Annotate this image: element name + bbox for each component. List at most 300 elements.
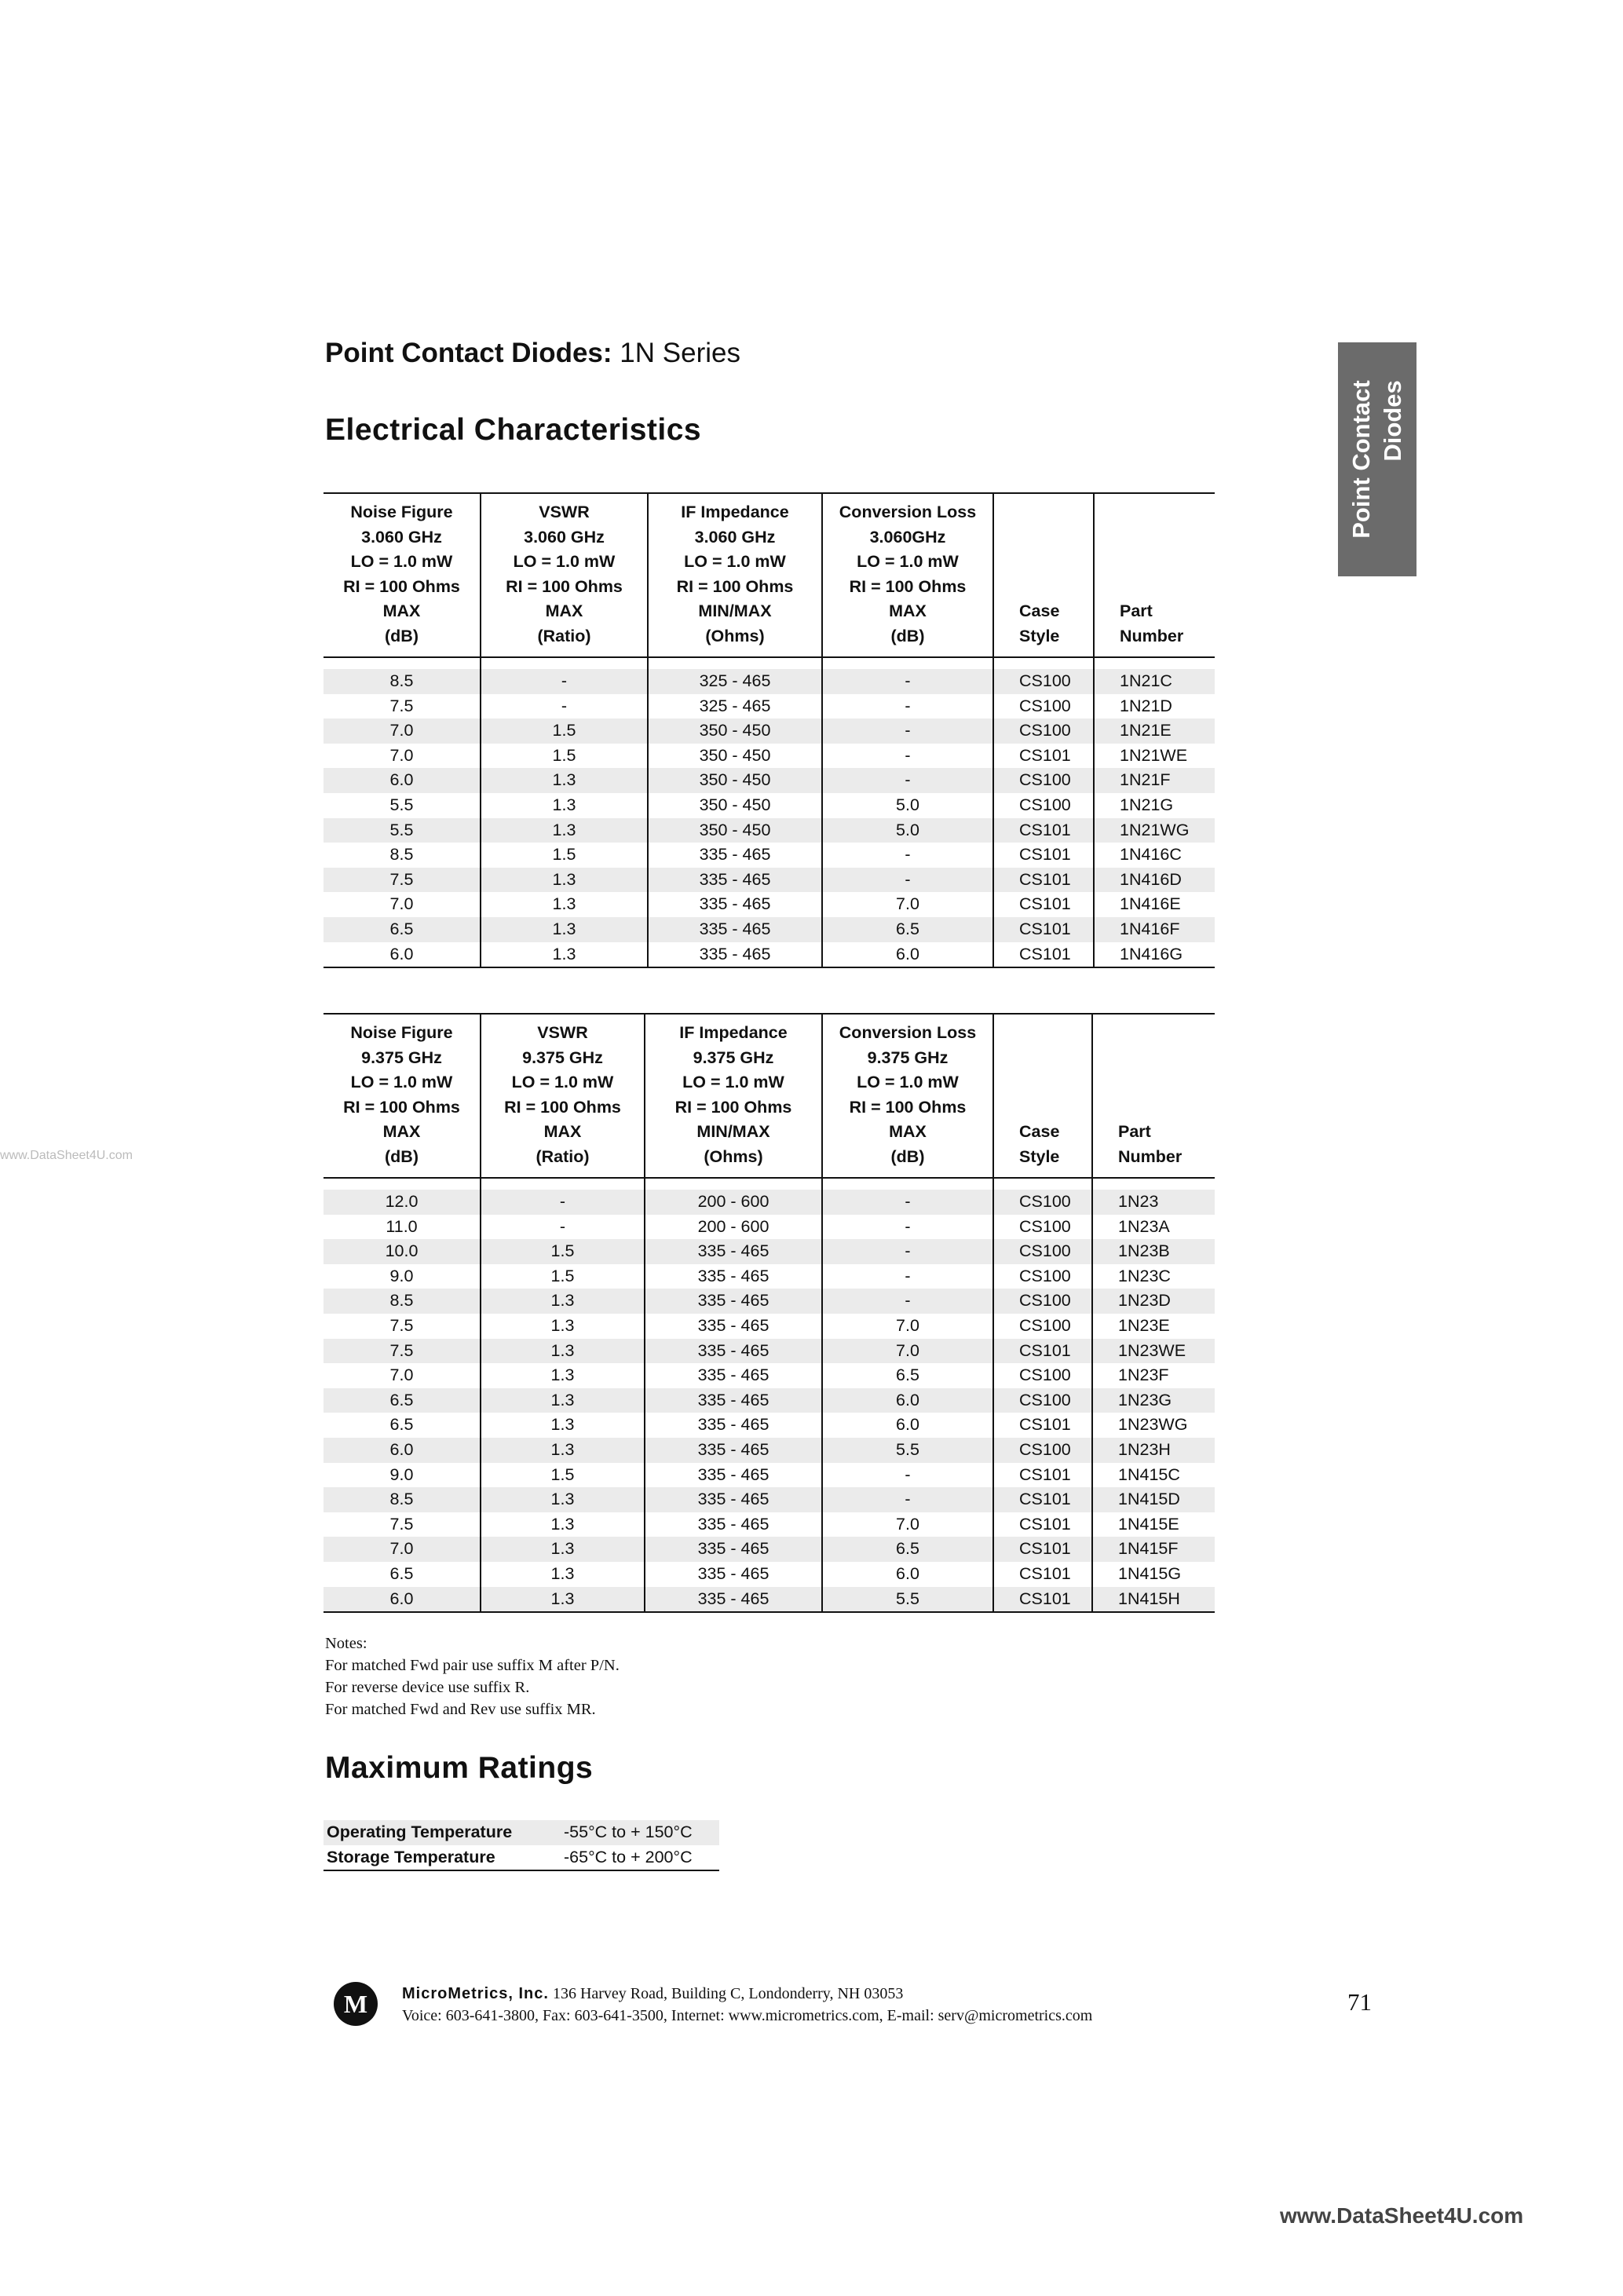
part-number-cell: 1N21G (1094, 793, 1215, 818)
part-number-cell: 1N416G (1094, 942, 1215, 968)
vswr-cell: 1.3 (481, 1487, 645, 1512)
header-line: (Ohms) (704, 1146, 763, 1166)
spacer-cell (993, 657, 1094, 669)
case-style-cell: CS101 (993, 942, 1094, 968)
noise-figure-cell: 7.5 (324, 1339, 481, 1364)
noise-figure-cell: 7.0 (324, 718, 481, 744)
note-matched-fwd: For matched Fwd pair use suffix M after P/N. (325, 1657, 620, 1674)
table-row (324, 1289, 1215, 1314)
footer-address-line (402, 1985, 903, 2003)
noise-figure-cell: 6.5 (324, 1388, 481, 1413)
conversion-loss-cell: - (822, 1463, 993, 1488)
conversion-loss-cell: 6.5 (822, 917, 993, 942)
header-line: 3.060 GHz (361, 527, 442, 547)
header-line: RI = 100 Ohms (674, 1097, 792, 1117)
page-title (325, 338, 740, 369)
header-line: Part (1118, 1122, 1151, 1141)
header-line: LO = 1.0 mW (350, 1073, 453, 1091)
notes (325, 1632, 620, 1720)
if-impedance-cell: 335 - 465 (648, 917, 822, 942)
column-header-conversion-loss (822, 1014, 993, 1178)
part-number-cell: 1N23WE (1092, 1339, 1215, 1364)
conversion-loss-cell: - (822, 1190, 993, 1215)
table-row (324, 1190, 1215, 1215)
section-side-tab (1338, 342, 1416, 576)
header-line: 9.375 GHz (693, 1047, 774, 1067)
spacer-cell (1092, 1178, 1215, 1190)
vswr-cell: 1.3 (481, 1512, 645, 1537)
table-row (324, 718, 1215, 744)
table-body (324, 657, 1215, 967)
if-impedance-cell: 325 - 465 (648, 669, 822, 694)
noise-figure-cell: 5.5 (324, 818, 481, 843)
conversion-loss-cell: 5.5 (822, 1587, 993, 1613)
conversion-loss-cell: 7.0 (822, 892, 993, 917)
noise-figure-cell: 9.0 (324, 1463, 481, 1488)
header-line: (Ratio) (536, 1146, 590, 1166)
case-style-cell: CS100 (993, 1190, 1092, 1215)
header-line: (Ohms) (705, 626, 765, 645)
if-impedance-cell: 335 - 465 (645, 1388, 822, 1413)
if-impedance-cell: 325 - 465 (648, 694, 822, 719)
note-matched-fwd-rev: For matched Fwd and Rev use suffix MR. (325, 1701, 596, 1718)
table-header (324, 493, 1215, 657)
noise-figure-cell: 6.5 (324, 917, 481, 942)
conversion-loss-cell: 6.0 (822, 1562, 993, 1587)
if-impedance-cell: 335 - 465 (645, 1463, 822, 1488)
header-line: RI = 100 Ohms (676, 576, 794, 596)
spacer-cell (822, 657, 993, 669)
if-impedance-cell: 335 - 465 (648, 868, 822, 893)
header-line: Style (1019, 626, 1060, 645)
noise-figure-cell: 7.0 (324, 892, 481, 917)
table-row (324, 1587, 1215, 1613)
table-row (324, 942, 1215, 968)
conversion-loss-cell: 5.0 (822, 818, 993, 843)
if-impedance-cell: 335 - 465 (645, 1314, 822, 1339)
column-header-if-impedance (648, 493, 822, 657)
vswr-cell: 1.3 (481, 1314, 645, 1339)
case-style-cell: CS101 (993, 868, 1094, 893)
header-line: Conversion Loss (839, 503, 977, 521)
electrical-characteristics-heading: Electrical Characteristics (325, 413, 702, 447)
noise-figure-cell: 8.5 (324, 843, 481, 868)
noise-figure-cell: 8.5 (324, 1487, 481, 1512)
notes-label: Notes: (325, 1635, 367, 1652)
rating-label: Operating Temperature (327, 1823, 513, 1841)
part-number-cell: 1N416F (1094, 917, 1215, 942)
if-impedance-cell: 335 - 465 (645, 1587, 822, 1613)
part-number-cell: 1N21E (1094, 718, 1215, 744)
vswr-cell: - (481, 1215, 645, 1240)
table-row (324, 1438, 1215, 1463)
table-row (324, 1463, 1215, 1488)
case-style-cell: CS100 (993, 694, 1094, 719)
table-row (324, 1314, 1215, 1339)
part-number-cell: 1N415D (1092, 1487, 1215, 1512)
header-line: RI = 100 Ohms (504, 1097, 621, 1117)
part-number-cell: 1N23A (1092, 1215, 1215, 1240)
if-impedance-cell: 335 - 465 (648, 892, 822, 917)
case-style-cell: CS101 (993, 818, 1094, 843)
conversion-loss-cell: 7.0 (822, 1314, 993, 1339)
electrical-table-3060ghz (324, 492, 1215, 968)
if-impedance-cell: 335 - 465 (648, 942, 822, 968)
watermark-left: www.DataSheet4U.com (0, 1149, 133, 1162)
part-number-cell: 1N21C (1094, 669, 1215, 694)
if-impedance-cell: 335 - 465 (648, 843, 822, 868)
if-impedance-cell: 335 - 465 (645, 1413, 822, 1438)
table-row (324, 793, 1215, 818)
header-line: LO = 1.0 mW (511, 1073, 614, 1091)
footer-contact: Voice: 603-641-3800, Fax: 603-641-3500, Internet: www.micrometrics.com, E-mail: serv@micrometrics.com (402, 2007, 1093, 2024)
if-impedance-cell: 335 - 465 (645, 1289, 822, 1314)
conversion-loss-cell: 6.5 (822, 1363, 993, 1388)
vswr-cell: 1.5 (481, 1264, 645, 1289)
conversion-loss-cell: 6.5 (822, 1537, 993, 1562)
part-number-cell: 1N415E (1092, 1512, 1215, 1537)
table-row (324, 1339, 1215, 1364)
part-number-cell: 1N23H (1092, 1438, 1215, 1463)
if-impedance-cell: 335 - 465 (645, 1264, 822, 1289)
table-row (324, 917, 1215, 942)
case-style-cell: CS100 (993, 768, 1094, 793)
table-row (324, 1264, 1215, 1289)
header-line: LO = 1.0 mW (857, 1073, 959, 1091)
case-style-cell: CS100 (993, 1314, 1092, 1339)
spacer-cell (324, 657, 481, 669)
part-number-cell: 1N21F (1094, 768, 1215, 793)
header-line: (dB) (890, 626, 925, 645)
header-line: MAX (889, 1122, 927, 1141)
micrometrics-logo (333, 1981, 378, 2027)
header-line: (dB) (385, 626, 419, 645)
table-row (324, 1363, 1215, 1388)
vswr-cell: 1.5 (481, 744, 648, 769)
header-line: (Ratio) (537, 626, 591, 645)
rating-value: -65°C to + 200°C (564, 1847, 693, 1866)
table-row (324, 744, 1215, 769)
conversion-loss-cell: - (822, 744, 993, 769)
if-impedance-cell: 335 - 465 (645, 1239, 822, 1264)
header-line: 9.375 GHz (522, 1047, 603, 1067)
case-style-cell: CS100 (993, 718, 1094, 744)
noise-figure-cell: 7.5 (324, 1314, 481, 1339)
header-line: IF Impedance (679, 1023, 788, 1042)
part-number-cell: 1N23F (1092, 1363, 1215, 1388)
rating-label: Storage Temperature (327, 1847, 495, 1866)
table-row (324, 1562, 1215, 1587)
spacer-cell (481, 1178, 645, 1190)
conversion-loss-cell: 6.0 (822, 942, 993, 968)
column-header-case-style (993, 493, 1094, 657)
conversion-loss-cell: 6.0 (822, 1413, 993, 1438)
part-number-cell: 1N23 (1092, 1190, 1215, 1215)
part-number-cell: 1N23C (1092, 1264, 1215, 1289)
if-impedance-cell: 335 - 465 (645, 1363, 822, 1388)
header-row (324, 493, 1215, 657)
footer-company: MicroMetrics, Inc. (402, 1985, 549, 2002)
case-style-cell: CS101 (993, 1413, 1092, 1438)
if-impedance-cell: 200 - 600 (645, 1215, 822, 1240)
table-row (324, 694, 1215, 719)
vswr-cell: 1.3 (481, 942, 648, 968)
noise-figure-cell: 5.5 (324, 793, 481, 818)
column-header-vswr (481, 1014, 645, 1178)
header-line: Conversion Loss (839, 1023, 977, 1042)
noise-figure-cell: 6.0 (324, 768, 481, 793)
noise-figure-cell: 6.5 (324, 1413, 481, 1438)
if-impedance-cell: 350 - 450 (648, 793, 822, 818)
header-line: VSWR (537, 1023, 588, 1042)
vswr-cell: 1.3 (481, 818, 648, 843)
header-line: (dB) (385, 1146, 419, 1166)
column-header-vswr (481, 493, 648, 657)
rating-value: -55°C to + 150°C (564, 1823, 693, 1841)
part-number-cell: 1N415G (1092, 1562, 1215, 1587)
logo-letter: M (343, 1990, 368, 2018)
header-line: MAX (382, 601, 421, 620)
case-style-cell: CS100 (993, 1215, 1092, 1240)
vswr-cell: 1.3 (481, 1388, 645, 1413)
vswr-cell: 1.5 (481, 843, 648, 868)
part-number-cell: 1N416C (1094, 843, 1215, 868)
noise-figure-cell: 6.0 (324, 1587, 481, 1613)
spacer-row (324, 1178, 1215, 1190)
part-number-cell: 1N415H (1092, 1587, 1215, 1613)
header-line: RI = 100 Ohms (849, 1097, 967, 1117)
header-line: MAX (889, 601, 927, 620)
noise-figure-cell: 7.0 (324, 1363, 481, 1388)
case-style-cell: CS100 (993, 1438, 1092, 1463)
noise-figure-cell: 12.0 (324, 1190, 481, 1215)
case-style-cell: CS101 (993, 843, 1094, 868)
if-impedance-cell: 335 - 465 (645, 1438, 822, 1463)
header-line: LO = 1.0 mW (684, 552, 786, 571)
side-tab-line2: Diodes (1379, 380, 1406, 462)
part-number-cell: 1N23G (1092, 1388, 1215, 1413)
spacer-cell (645, 1178, 822, 1190)
watermark-bottom-right: www.DataSheet4U.com (1280, 2203, 1524, 2228)
case-style-cell: CS100 (993, 793, 1094, 818)
vswr-cell: 1.3 (481, 1438, 645, 1463)
if-impedance-cell: 335 - 465 (645, 1537, 822, 1562)
column-header-conversion-loss (822, 493, 993, 657)
conversion-loss-cell: - (822, 694, 993, 719)
case-style-cell: CS101 (993, 744, 1094, 769)
spacer-cell (822, 1178, 993, 1190)
electrical-table-9375ghz (324, 1013, 1215, 1613)
part-number-cell: 1N416D (1094, 868, 1215, 893)
header-line: Number (1118, 1146, 1183, 1166)
header-line: Case (1019, 1122, 1060, 1141)
vswr-cell: 1.3 (481, 868, 648, 893)
column-header-if-impedance (645, 1014, 822, 1178)
header-line: VSWR (539, 503, 590, 521)
case-style-cell: CS100 (993, 1239, 1092, 1264)
table-row (324, 1239, 1215, 1264)
header-line: Noise Figure (350, 503, 453, 521)
conversion-loss-cell: - (822, 868, 993, 893)
rating-row (324, 1845, 719, 1870)
spacer-cell (1094, 657, 1215, 669)
spacer-cell (648, 657, 822, 669)
table-row (324, 843, 1215, 868)
if-impedance-cell: 350 - 450 (648, 744, 822, 769)
case-style-cell: CS101 (993, 1562, 1092, 1587)
noise-figure-cell: 7.0 (324, 744, 481, 769)
noise-figure-cell: 7.5 (324, 694, 481, 719)
conversion-loss-cell: - (822, 1239, 993, 1264)
table-row (324, 1215, 1215, 1240)
spacer-cell (481, 657, 648, 669)
header-line: MAX (545, 601, 583, 620)
header-line: 3.060 GHz (524, 527, 605, 547)
side-tab-line1: Point Contact (1347, 380, 1375, 539)
conversion-loss-cell: - (822, 1487, 993, 1512)
noise-figure-cell: 6.5 (324, 1562, 481, 1587)
vswr-cell: 1.3 (481, 793, 648, 818)
spacer-cell (324, 1178, 481, 1190)
maximum-ratings-table (324, 1820, 719, 1871)
vswr-cell: 1.3 (481, 1587, 645, 1613)
part-number-cell: 1N415C (1092, 1463, 1215, 1488)
conversion-loss-cell: 7.0 (822, 1339, 993, 1364)
if-impedance-cell: 350 - 450 (648, 768, 822, 793)
noise-figure-cell: 7.0 (324, 1537, 481, 1562)
vswr-cell: - (481, 694, 648, 719)
header-line: MIN/MAX (696, 1122, 770, 1141)
if-impedance-cell: 350 - 450 (648, 718, 822, 744)
case-style-cell: CS101 (993, 1587, 1092, 1613)
header-line: Noise Figure (350, 1023, 453, 1042)
conversion-loss-cell: - (822, 1289, 993, 1314)
conversion-loss-cell: - (822, 843, 993, 868)
header-line: 9.375 GHz (867, 1047, 949, 1067)
vswr-cell: - (481, 1190, 645, 1215)
header-line: (dB) (890, 1146, 925, 1166)
noise-figure-cell: 11.0 (324, 1215, 481, 1240)
header-line: MIN/MAX (698, 601, 772, 620)
noise-figure-cell: 8.5 (324, 669, 481, 694)
header-line: MAX (382, 1122, 421, 1141)
spacer-row (324, 657, 1215, 669)
case-style-cell: CS100 (993, 1363, 1092, 1388)
header-line: Style (1019, 1146, 1060, 1166)
header-line: LO = 1.0 mW (513, 552, 616, 571)
vswr-cell: 1.3 (481, 1363, 645, 1388)
table-row (324, 868, 1215, 893)
conversion-loss-cell: - (822, 1264, 993, 1289)
conversion-loss-cell: 6.0 (822, 1388, 993, 1413)
header-line: RI = 100 Ohms (343, 1097, 460, 1117)
header-line: Part (1120, 601, 1153, 620)
noise-figure-cell: 7.5 (324, 868, 481, 893)
conversion-loss-cell: - (822, 718, 993, 744)
part-number-cell: 1N21WG (1094, 818, 1215, 843)
table-body (324, 1178, 1215, 1612)
table-row (324, 1537, 1215, 1562)
table-row (324, 768, 1215, 793)
if-impedance-cell: 200 - 600 (645, 1190, 822, 1215)
spacer-cell (993, 1178, 1092, 1190)
part-number-cell: 1N21WE (1094, 744, 1215, 769)
noise-figure-cell: 6.0 (324, 942, 481, 968)
case-style-cell: CS100 (993, 669, 1094, 694)
part-number-cell: 1N23E (1092, 1314, 1215, 1339)
column-header-part-number (1092, 1014, 1215, 1178)
conversion-loss-cell: 7.0 (822, 1512, 993, 1537)
maximum-ratings-heading: Maximum Ratings (325, 1751, 594, 1785)
table-row (324, 1512, 1215, 1537)
vswr-cell: 1.3 (481, 1339, 645, 1364)
conversion-loss-cell: - (822, 669, 993, 694)
noise-figure-cell: 7.5 (324, 1512, 481, 1537)
case-style-cell: CS100 (993, 1289, 1092, 1314)
noise-figure-cell: 6.0 (324, 1438, 481, 1463)
header-line: Number (1120, 626, 1184, 645)
noise-figure-cell: 8.5 (324, 1289, 481, 1314)
case-style-cell: CS100 (993, 1388, 1092, 1413)
header-line: MAX (543, 1122, 582, 1141)
table-row (324, 1388, 1215, 1413)
case-style-cell: CS101 (993, 1537, 1092, 1562)
table-row (324, 818, 1215, 843)
header-line: LO = 1.0 mW (350, 552, 453, 571)
part-number-cell: 1N23D (1092, 1289, 1215, 1314)
column-header-case-style (993, 1014, 1092, 1178)
vswr-cell: 1.3 (481, 1537, 645, 1562)
vswr-cell: 1.3 (481, 892, 648, 917)
vswr-cell: 1.5 (481, 718, 648, 744)
vswr-cell: 1.3 (481, 768, 648, 793)
conversion-loss-cell: - (822, 1215, 993, 1240)
footer-address: 136 Harvey Road, Building C, Londonderry, NH 03053 (552, 1985, 904, 2002)
case-style-cell: CS100 (993, 1264, 1092, 1289)
if-impedance-cell: 335 - 465 (645, 1512, 822, 1537)
header-line: RI = 100 Ohms (849, 576, 967, 596)
conversion-loss-cell: 5.0 (822, 793, 993, 818)
case-style-cell: CS101 (993, 892, 1094, 917)
note-reverse: For reverse device use suffix R. (325, 1679, 530, 1696)
vswr-cell: 1.5 (481, 1239, 645, 1264)
header-line: RI = 100 Ohms (343, 576, 460, 596)
table-row (324, 669, 1215, 694)
page-number: 71 (1347, 1988, 1372, 2016)
page-title-series: 1N Series (620, 338, 740, 368)
table-row (324, 1413, 1215, 1438)
vswr-cell: 1.3 (481, 1289, 645, 1314)
if-impedance-cell: 335 - 465 (645, 1487, 822, 1512)
conversion-loss-cell: - (822, 768, 993, 793)
if-impedance-cell: 335 - 465 (645, 1339, 822, 1364)
vswr-cell: 1.5 (481, 1463, 645, 1488)
column-header-noise-figure (324, 493, 481, 657)
if-impedance-cell: 335 - 465 (645, 1562, 822, 1587)
conversion-loss-cell: 5.5 (822, 1438, 993, 1463)
part-number-cell: 1N23B (1092, 1239, 1215, 1264)
case-style-cell: CS101 (993, 1487, 1092, 1512)
header-line: 3.060 GHz (694, 527, 776, 547)
page-title-bold: Point Contact Diodes: (325, 338, 612, 368)
rating-row (324, 1820, 719, 1845)
header-line: IF Impedance (681, 503, 789, 521)
column-header-part-number (1094, 493, 1215, 657)
header-line: LO = 1.0 mW (857, 552, 959, 571)
part-number-cell: 1N21D (1094, 694, 1215, 719)
table-row (324, 892, 1215, 917)
column-header-noise-figure (324, 1014, 481, 1178)
